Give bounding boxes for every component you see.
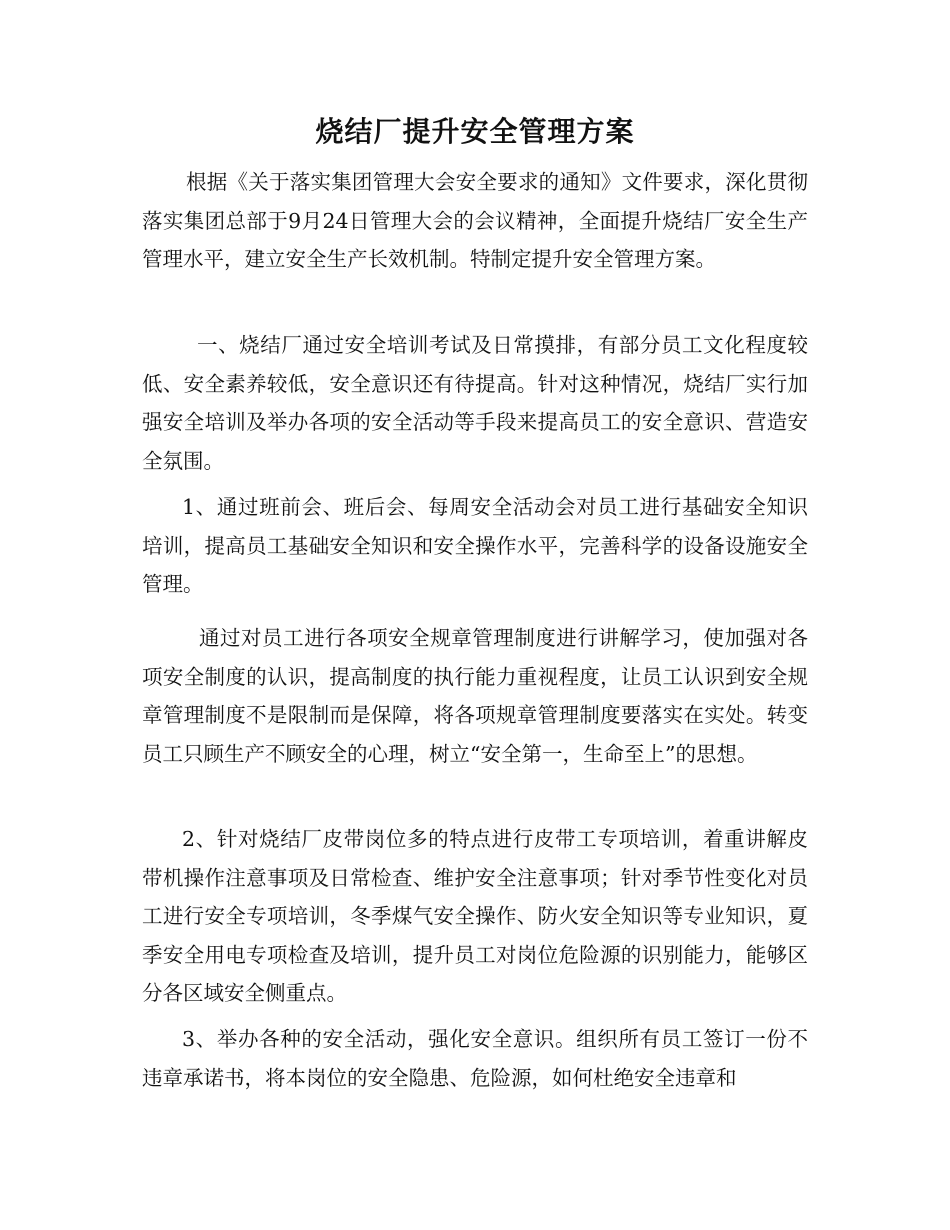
item-three-paragraph: 3、举办各种的安全活动，强化安全意识。组织所有员工签订一份不违章承诺书，将本岗位的安全隐患、危险源，如何杜绝安全违章和	[142, 1027, 808, 1090]
item-one-detail-paragraph: 通过对员工进行各项安全规章管理制度进行讲解学习，使加强对各项安全制度的认识，提高制度的执行能力重视程度，让员工认识到安全规章管理制度不是限制而是保障，将各项规章管理制度要落实在实处。转变员工只顾生产不顾安全的心理，树立“安全第一，生命至上”的思想。	[142, 626, 808, 766]
item-two-paragraph: 2、针对烧结厂皮带岗位多的特点进行皮带工专项培训，着重讲解皮带机操作注意事项及日常检查、维护安全注意事项；针对季节性变化对员工进行安全专项培训，冬季煤气安全操作、防火安全知识等专业知识，夏季安全用电专项检查及培训，提升员工对岗位危险源的识别能力，能够区分各区域安全侧重点。	[142, 827, 808, 1005]
document-title: 烧结厂提升安全管理方案	[315, 115, 635, 148]
intro-paragraph: 根据《关于落实集团管理大会安全要求的通知》文件要求，深化贯彻落实集团总部于9月24日管理大会的会议精神，全面提升烧结厂安全生产管理水平，建立安全生产长效机制。特制定提升安全管理方案。	[142, 170, 808, 271]
item-one-paragraph: 1、通过班前会、班后会、每周安全活动会对员工进行基础安全知识培训，提高员工基础安全知识和安全操作水平，完善科学的设备设施安全管理。	[142, 495, 808, 596]
section-one-paragraph: 一、烧结厂通过安全培训考试及日常摸排，有部分员工文化程度较低、安全素养较低，安全意识还有待提高。针对这种情况，烧结厂实行加强安全培训及举办各项的安全活动等手段来提高员工的安全意识、营造安全氛围。	[142, 333, 808, 473]
